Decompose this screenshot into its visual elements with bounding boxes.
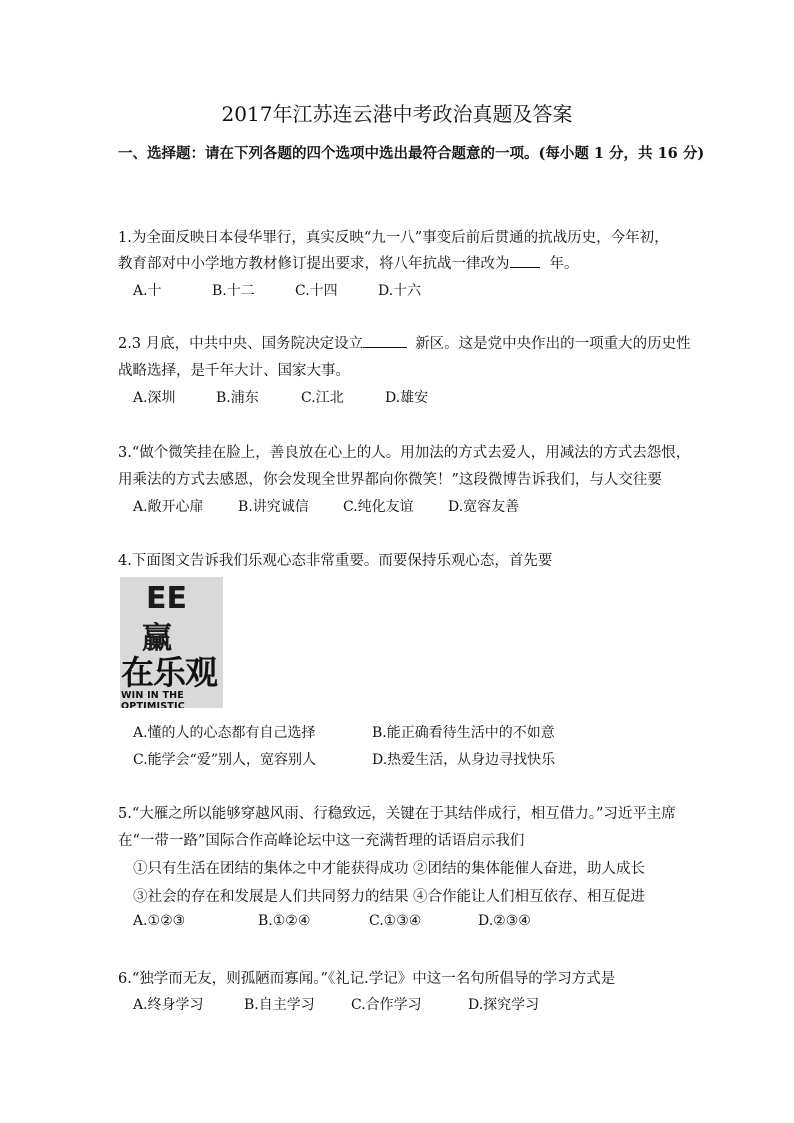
q3-option-d: D.宽容友善 [448, 499, 520, 515]
q6-option-d: D.探究学习 [468, 997, 540, 1013]
q5-line1: 5.“大雁之所以能够穿越风雨、行稳致远，关键在于其结伴成行，相互借力。”习近平主席 [118, 806, 676, 822]
q1-option-d: D.十六 [378, 283, 422, 299]
q1-line2-post: 年。 [549, 256, 579, 272]
q2-option-d: D.雄安 [385, 390, 429, 406]
q4-figure [120, 577, 223, 708]
q4-option-b: B.能正确看待生活中的不如意 [372, 725, 555, 741]
q2-option-c: C.江北 [301, 390, 344, 406]
page-title: 2017年江苏连云港中考政治真题及答案 [221, 102, 573, 126]
q5-statement-3: ③社会的存在和发展是人们共同努力的结果 [133, 889, 409, 905]
q5-statement-2: ②团结的集体能催人奋进，助人成长 [413, 861, 645, 877]
q1-line1: 1.为全面反映日本侵华罪行，真实反映“九一八”事变后前后贯通的抗战历史，今年初， [118, 230, 669, 246]
q5-option-c: C.①③④ [369, 913, 422, 929]
q2-answer-blank [363, 333, 407, 348]
q5-option-d: D.②③④ [478, 913, 531, 929]
q1-line2-pre: 教育部对中小学地方教材修订提出要求，将八年抗战一律改为 [118, 256, 510, 272]
q6-line1: 6.“独学而无友，则孤陋而寡闻。”《礼记.学记》中这一名句所倡导的学习方式是 [118, 971, 616, 987]
q2-option-b: B.浦东 [216, 390, 259, 406]
figure-headline: 在乐观 [121, 653, 217, 692]
q6-option-c: C.合作学习 [351, 997, 422, 1013]
q5-option-b: B.①②④ [258, 913, 311, 929]
q1-option-c: C.十四 [295, 283, 338, 299]
figure-calligraphy-mid: 臝 [142, 621, 172, 656]
q1-line2 [118, 252, 579, 273]
q2-line1 [118, 332, 691, 353]
q2-line2: 战略选择，是千年大计、国家大事。 [118, 363, 350, 379]
q5-statement-1: ①只有生活在团结的集体之中才能获得成功 [133, 861, 409, 877]
q3-line2: 用乘法的方式去感恩，你会发现全世界都向你微笑！”这段微博告诉我们，与人交往要 [118, 472, 662, 488]
q5-line2: 在“一带一路”国际合作高峰论坛中这一充满哲理的话语启示我们 [118, 833, 525, 849]
q4-option-a: A.懂的人的心态都有自己选择 [133, 725, 316, 741]
q5-option-a: A.①②③ [133, 913, 186, 929]
q4-option-d: D.热爱生活，从身边寻找快乐 [372, 752, 556, 768]
q4-line1: 4.下面图文告诉我们乐观心态非常重要。而要保持乐观心态，首先要 [118, 553, 553, 569]
q2-line1-pre: 2.3 月底，中共中央、国务院决定设立 [118, 336, 364, 352]
q2-line1-post: 新区。这是党中央作出的一项重大的历史性 [415, 336, 691, 352]
q4-option-c: C.能学会“爱”别人，宽容别人 [133, 752, 316, 768]
q6-option-a: A.终身学习 [133, 997, 204, 1013]
q3-line1: 3.“做个微笑挂在脸上，善良放在心上的人。用加法的方式去爱人，用减法的方式去怨恨， [118, 445, 691, 461]
section-heading: 一、选择题：请在下列各题的四个选项中选出最符合题意的一项。(每小题 1 分，共 16 分) [118, 145, 705, 162]
q1-answer-blank [510, 253, 540, 268]
q6-option-b: B.自主学习 [244, 997, 315, 1013]
q3-option-b: B.讲究诚信 [238, 499, 309, 515]
q1-option-a: A.十 [133, 283, 162, 299]
q3-option-a: A.敞开心扉 [133, 499, 204, 515]
figure-calligraphy-top: EE [146, 581, 187, 616]
q3-option-c: C.纯化友谊 [343, 499, 414, 515]
figure-english-caption: WIN IN THE OPTIMISTIC [121, 690, 185, 708]
q1-option-b: B.十二 [212, 283, 255, 299]
q2-option-a: A.深圳 [133, 390, 176, 406]
q5-statement-4: ④合作能让人们相互依存、相互促进 [413, 889, 645, 905]
